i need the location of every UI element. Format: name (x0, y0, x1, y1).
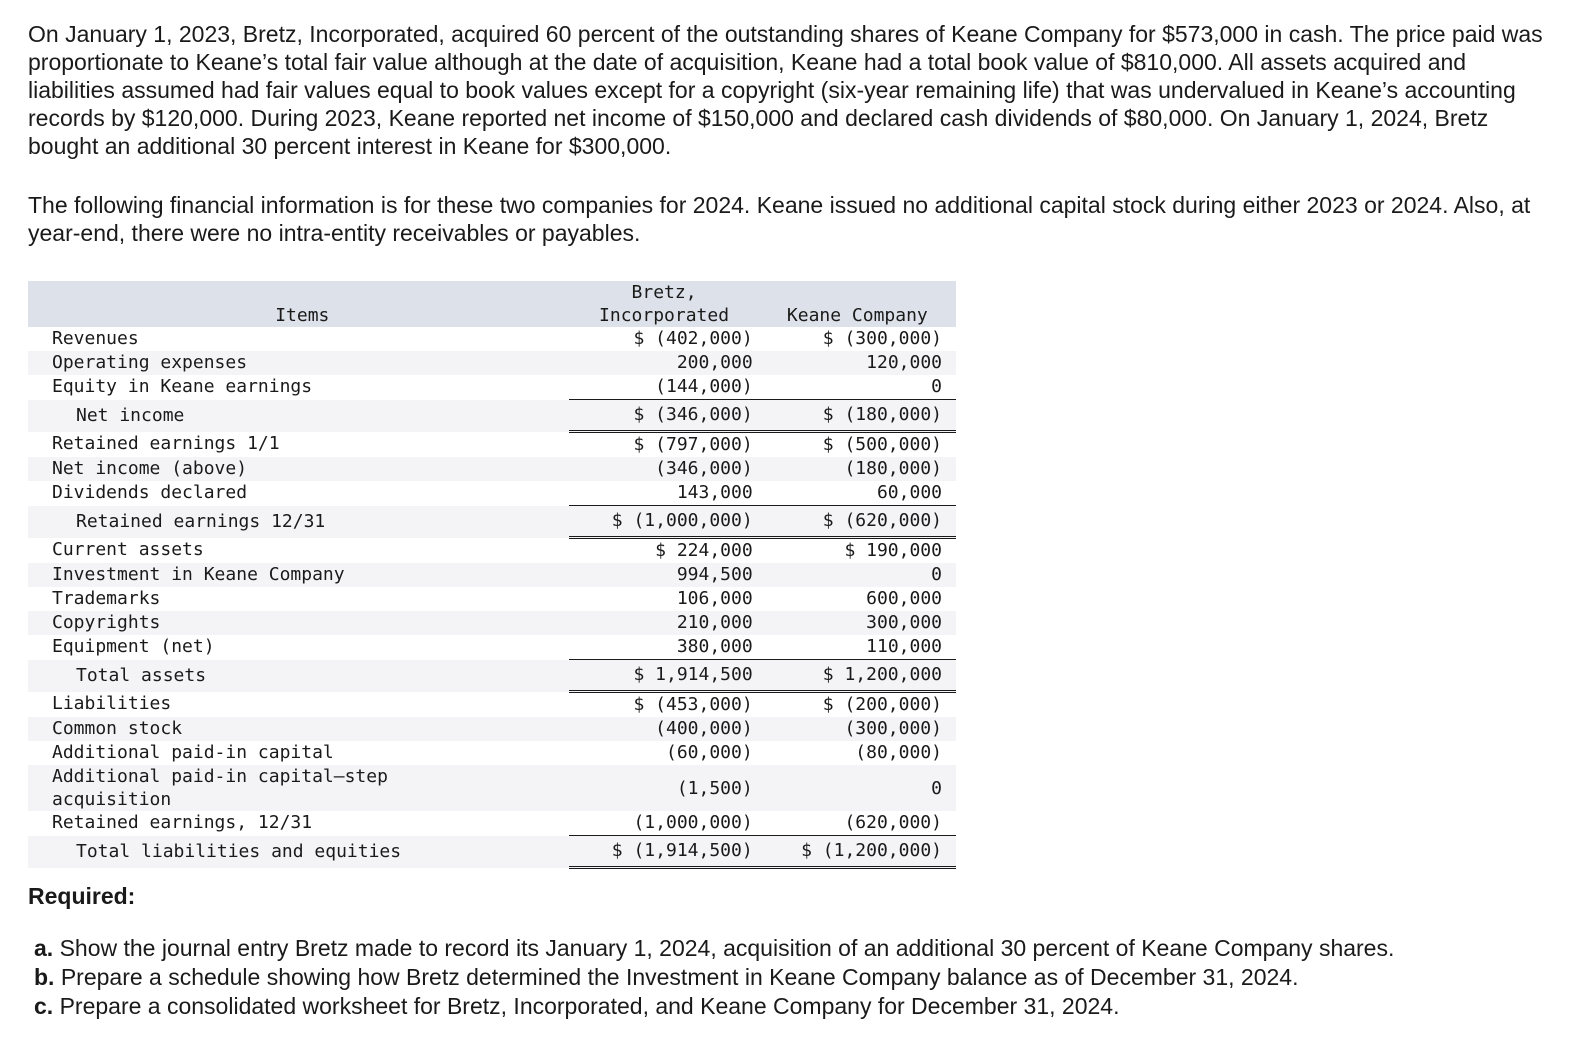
row-label: Retained earnings 12/31 (28, 506, 569, 538)
table-row (28, 692, 956, 718)
bretz-header (569, 281, 758, 327)
items-header: Items (28, 281, 569, 327)
table-row (28, 457, 956, 481)
row-label-line2: acquisition (52, 789, 172, 810)
keane-value: $ 190,000 (844, 540, 942, 561)
keane-value: $ 1,200,000 (759, 660, 956, 692)
keane-value: 0 (759, 375, 956, 400)
keane-value: 120,000 (759, 351, 956, 375)
bretz-header-line2: Incorporated (599, 305, 730, 326)
keane-value: (620,000) (759, 811, 956, 836)
keane-value: 0 (759, 563, 956, 587)
required-item-b (34, 963, 1394, 992)
bretz-value: (346,000) (569, 457, 758, 481)
keane-value: 0 (759, 765, 956, 811)
row-label: Equity in Keane earnings (52, 376, 313, 398)
bretz-value: (60,000) (665, 742, 753, 763)
required-item-c (34, 992, 1394, 1021)
keane-value: (300,000) (759, 717, 956, 741)
bretz-value: 380,000 (569, 635, 758, 660)
table-header-row (28, 281, 956, 327)
bretz-value: $ (1,000,000) (569, 506, 758, 538)
row-label: Copyrights (28, 611, 569, 635)
keane-value: $ (300,000) (822, 328, 942, 349)
row-label: Liabilities (52, 693, 172, 715)
bretz-value: $ (346,000) (569, 400, 758, 432)
table-row (28, 660, 956, 692)
required-letter: b. (34, 964, 55, 990)
required-list (34, 934, 1394, 1021)
keane-value: 600,000 (866, 588, 942, 609)
required-letter: a. (34, 935, 54, 961)
keane-value: $ (1,200,000) (759, 836, 956, 868)
row-label: Equipment (net) (52, 636, 215, 658)
bretz-value: 143,000 (569, 481, 758, 506)
table-row (28, 765, 956, 811)
table-row (28, 432, 956, 458)
row-label: Retained earnings, 12/31 (52, 812, 313, 834)
table-row (28, 836, 956, 868)
table-row (28, 635, 956, 660)
keane-value: $ (620,000) (759, 506, 956, 538)
row-label: Total liabilities and equities (28, 836, 569, 868)
table-row (28, 481, 956, 506)
keane-value: 60,000 (759, 481, 956, 506)
table-row (28, 351, 956, 375)
row-label: Net income (28, 400, 569, 432)
keane-value: 110,000 (759, 635, 956, 660)
row-label: Trademarks (52, 588, 161, 609)
keane-value: (80,000) (855, 742, 942, 763)
bretz-value: $ (1,914,500) (569, 836, 758, 868)
bretz-value: (400,000) (569, 717, 758, 741)
row-label: Common stock (28, 717, 569, 741)
bretz-value: 994,500 (569, 563, 758, 587)
bretz-value: 200,000 (569, 351, 758, 375)
table-row (28, 506, 956, 538)
bretz-header-line1: Bretz, (631, 282, 697, 303)
table-row (28, 587, 956, 611)
row-label: Retained earnings 1/1 (52, 433, 280, 455)
bretz-value: (1,500) (569, 765, 758, 811)
row-label: Current assets (52, 539, 204, 561)
bretz-value: 210,000 (569, 611, 758, 635)
row-label: Dividends declared (52, 482, 248, 504)
bretz-value: $ (453,000) (633, 694, 753, 715)
intro-paragraph-2: The following financial information is for these two companies for 2024. Keane issued no additional capital stock during either 2023 or 2024. Also, at year-end, there were no intra-entity receivables or payables. (28, 192, 1531, 246)
row-label-line1: Additional paid-in capital–step (52, 766, 388, 787)
table-row (28, 400, 956, 432)
row-label: Additional paid-in capital (52, 742, 334, 763)
row-label: Investment in Keane Company (28, 563, 569, 587)
required-item-a (34, 934, 1394, 963)
required-text: Prepare a consolidated worksheet for Bretz, Incorporated, and Keane Company for December 31, 2024. (59, 993, 1120, 1019)
table-row (28, 611, 956, 635)
row-label: Total assets (28, 660, 569, 692)
intro-paragraph-1: On January 1, 2023, Bretz, Incorporated, acquired 60 percent of the outstanding shares of Keane Company for $573,000 in cash. The price paid was proportionate to Keane’s total fair value although at the date of acquisition, Keane had a total book value of $810,000. All assets acquired and liabilities assumed had fair values equal to book values except for a copyright (six-year remaining life) that was undervalued in Keane’s accounting records by $120,000. During 2023, Keane reported net income of $150,000 and declared cash dividends of $80,000. On January 1, 2024, Bretz bought an additional 30 percent interest in Keane for $300,000. (28, 21, 1543, 159)
keane-value: $ (500,000) (822, 434, 942, 455)
row-label: Revenues (52, 328, 139, 349)
bretz-value: $ 224,000 (655, 540, 753, 561)
table-row (28, 563, 956, 587)
row-label: Operating expenses (28, 351, 569, 375)
bretz-value: (1,000,000) (569, 811, 758, 836)
table-row (28, 811, 956, 836)
keane-value: $ (200,000) (822, 694, 942, 715)
table-row (28, 327, 956, 351)
keane-value: (180,000) (759, 457, 956, 481)
table-row (28, 741, 956, 765)
bretz-value: $ 1,914,500 (569, 660, 758, 692)
table-row (28, 717, 956, 741)
keane-header: Keane Company (759, 281, 956, 327)
required-heading: Required: (28, 883, 136, 909)
required-text: Prepare a schedule showing how Bretz determined the Investment in Keane Company balance as of December 31, 2024. (60, 964, 1299, 990)
table-row (28, 375, 956, 400)
bretz-value: 106,000 (676, 588, 753, 609)
table-row (28, 538, 956, 564)
keane-value: $ (180,000) (759, 400, 956, 432)
row-label: Net income (above) (28, 457, 569, 481)
financial-table (28, 281, 956, 869)
bretz-value: (144,000) (569, 375, 758, 400)
row-label (28, 765, 569, 811)
bretz-value: $ (797,000) (633, 434, 753, 455)
required-letter: c. (34, 993, 54, 1019)
keane-value: 300,000 (759, 611, 956, 635)
required-text: Show the journal entry Bretz made to record its January 1, 2024, acquisition of an additional 30 percent of Keane Company shares. (59, 935, 1395, 961)
bretz-value: $ (402,000) (633, 328, 753, 349)
